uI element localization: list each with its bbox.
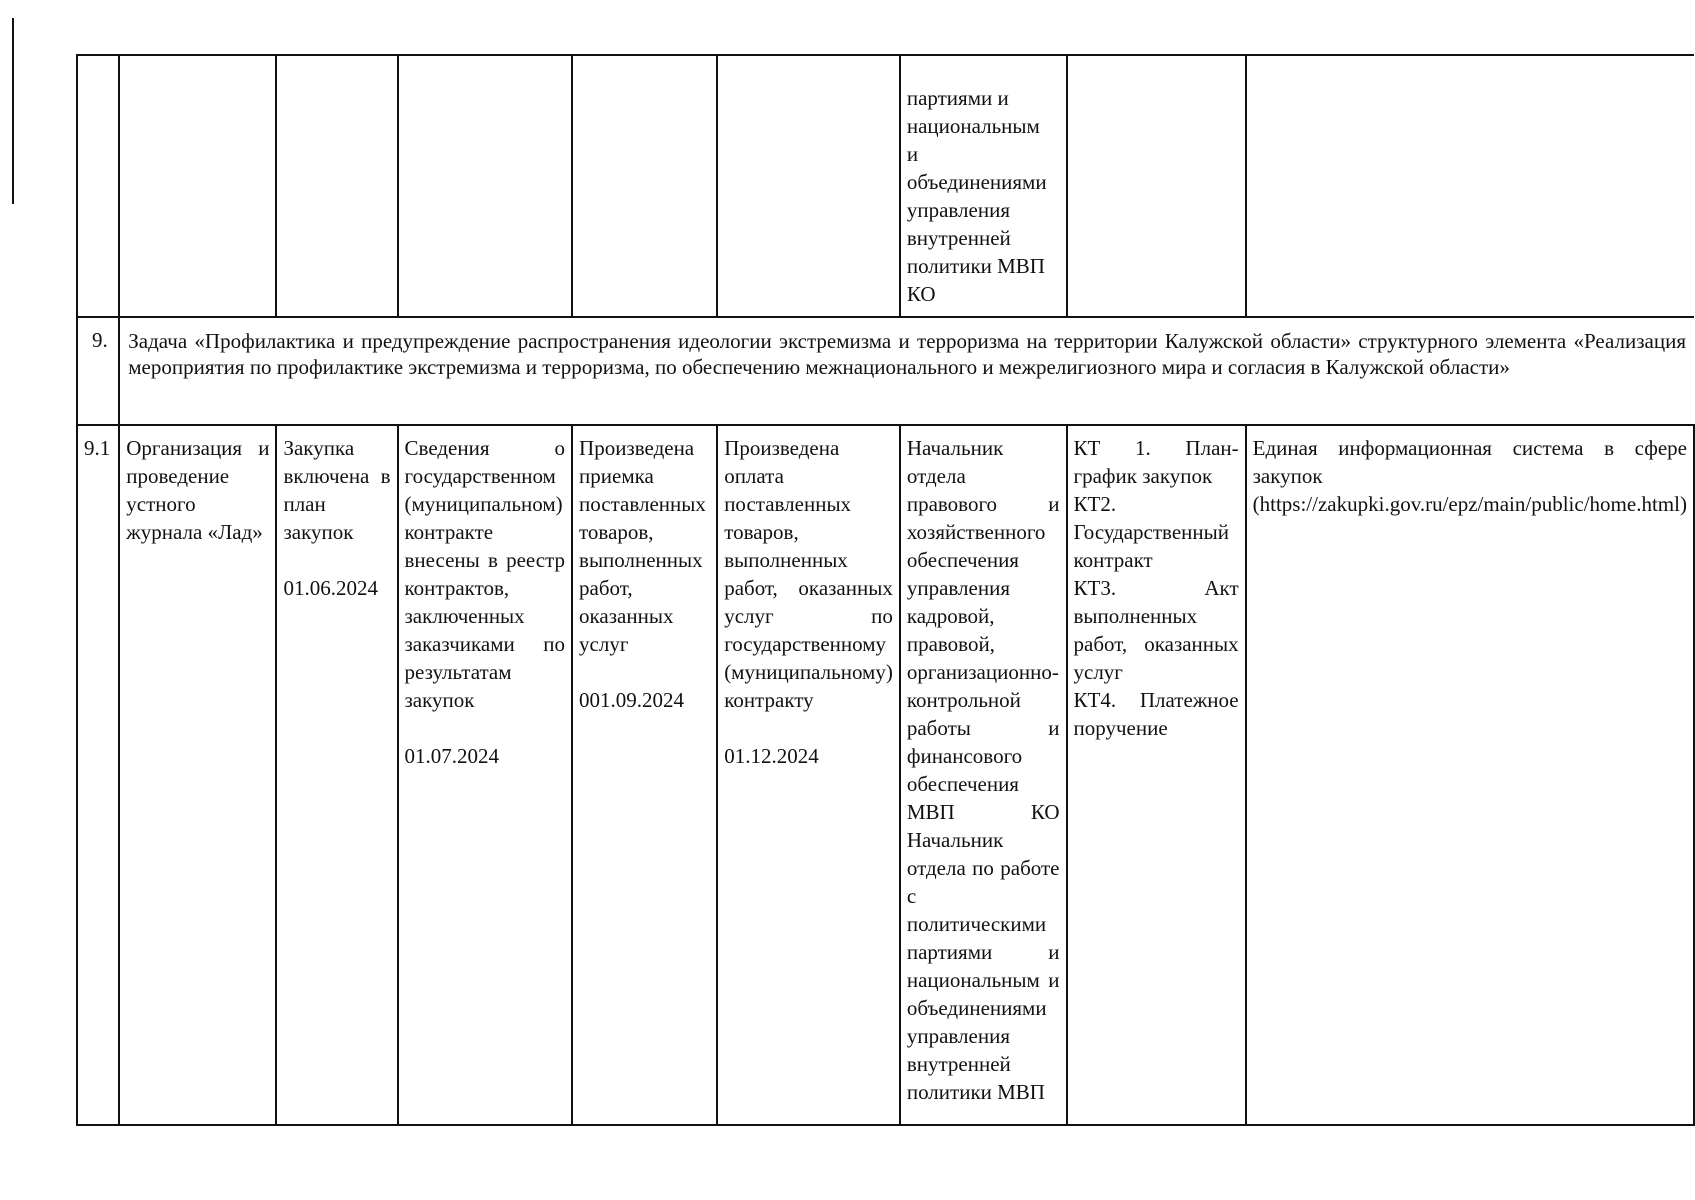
text-line: и <box>906 142 919 166</box>
step2-text: Сведения о государственном (муниципальном) контракте внесены в реестр контрактов, заключенных заказчиками по результатам закупок <box>404 436 566 712</box>
step3-date: 001.09.2024 <box>579 688 685 712</box>
cell-responsible <box>900 55 1067 317</box>
control-point: КТ 1. План-график закупок <box>1073 436 1239 488</box>
text-line: объединениями <box>906 170 1047 194</box>
plan-table <box>76 54 1695 1126</box>
text-line: национальным <box>906 114 1040 138</box>
item-step3 <box>572 425 717 1125</box>
step2-date: 01.07.2024 <box>404 744 500 768</box>
item-event: Организация и проведение устного журнала «Лад» <box>119 425 276 1125</box>
task-number: 9. <box>77 317 119 425</box>
cell-step4 <box>717 55 900 317</box>
text-line: политики МВП <box>906 254 1045 278</box>
item-control-points <box>1067 425 1246 1125</box>
task-row <box>77 317 1694 425</box>
task-text: Задача «Профилактика и предупреждение распространения идеологии экстремизма и терроризма на территории Калужской области» структурного элемента «Реализация мероприятия по профилактике экстремизма и терроризма, по обеспечению межнационального и межрелигиозного мира и согласия в Калужской области» <box>119 317 1694 425</box>
cell-number <box>77 55 119 317</box>
text-line: внутренней <box>906 226 1011 250</box>
text-line: КО <box>906 282 936 306</box>
cell-control-points <box>1067 55 1246 317</box>
item-step1 <box>276 425 397 1125</box>
step4-text: Произведена оплата поставленных товаров, выполненных работ, оказанных услуг по государственному (муниципальному) контракту <box>724 436 893 712</box>
step4-date: 01.12.2024 <box>724 744 819 768</box>
item-step4 <box>717 425 900 1125</box>
text-line: управления <box>906 198 1010 222</box>
cell-step3 <box>572 55 717 317</box>
cell-info-system <box>1246 55 1694 317</box>
cell-step1 <box>276 55 397 317</box>
item-info-system: Единая информационная система в сфере закупок (https://zakupki.gov.ru/epz/main/public/home.html) <box>1246 425 1694 1125</box>
cell-step2 <box>398 55 573 317</box>
item-step2 <box>398 425 573 1125</box>
item-responsible: Начальник отдела правового и хозяйственного обеспечения управления кадровой, правовой, организационно-контрольной работы и финансового обеспечения МВП КО Начальник отдела по работе с политическими партиями и национальным и объединениями управления внутренней политики МВП <box>900 425 1067 1125</box>
cell-event <box>119 55 276 317</box>
continuation-row <box>77 55 1694 317</box>
step1-date: 01.06.2024 <box>283 576 378 600</box>
step3-text: Произведена приемка поставленных товаров, выполненных работ, оказанных услуг <box>579 436 706 656</box>
item-row <box>77 425 1694 1125</box>
margin-line <box>12 18 14 204</box>
step1-text: Закупка включена в план закупок <box>283 436 391 544</box>
control-point: КТ3. Акт выполненных работ, оказанных услуг <box>1073 576 1239 684</box>
text-line: партиями и <box>906 86 1009 110</box>
control-point: КТ4. Платежное поручение <box>1073 688 1239 740</box>
control-point: КТ2. Государственный контракт <box>1073 492 1229 572</box>
item-number: 9.1 <box>77 425 119 1125</box>
